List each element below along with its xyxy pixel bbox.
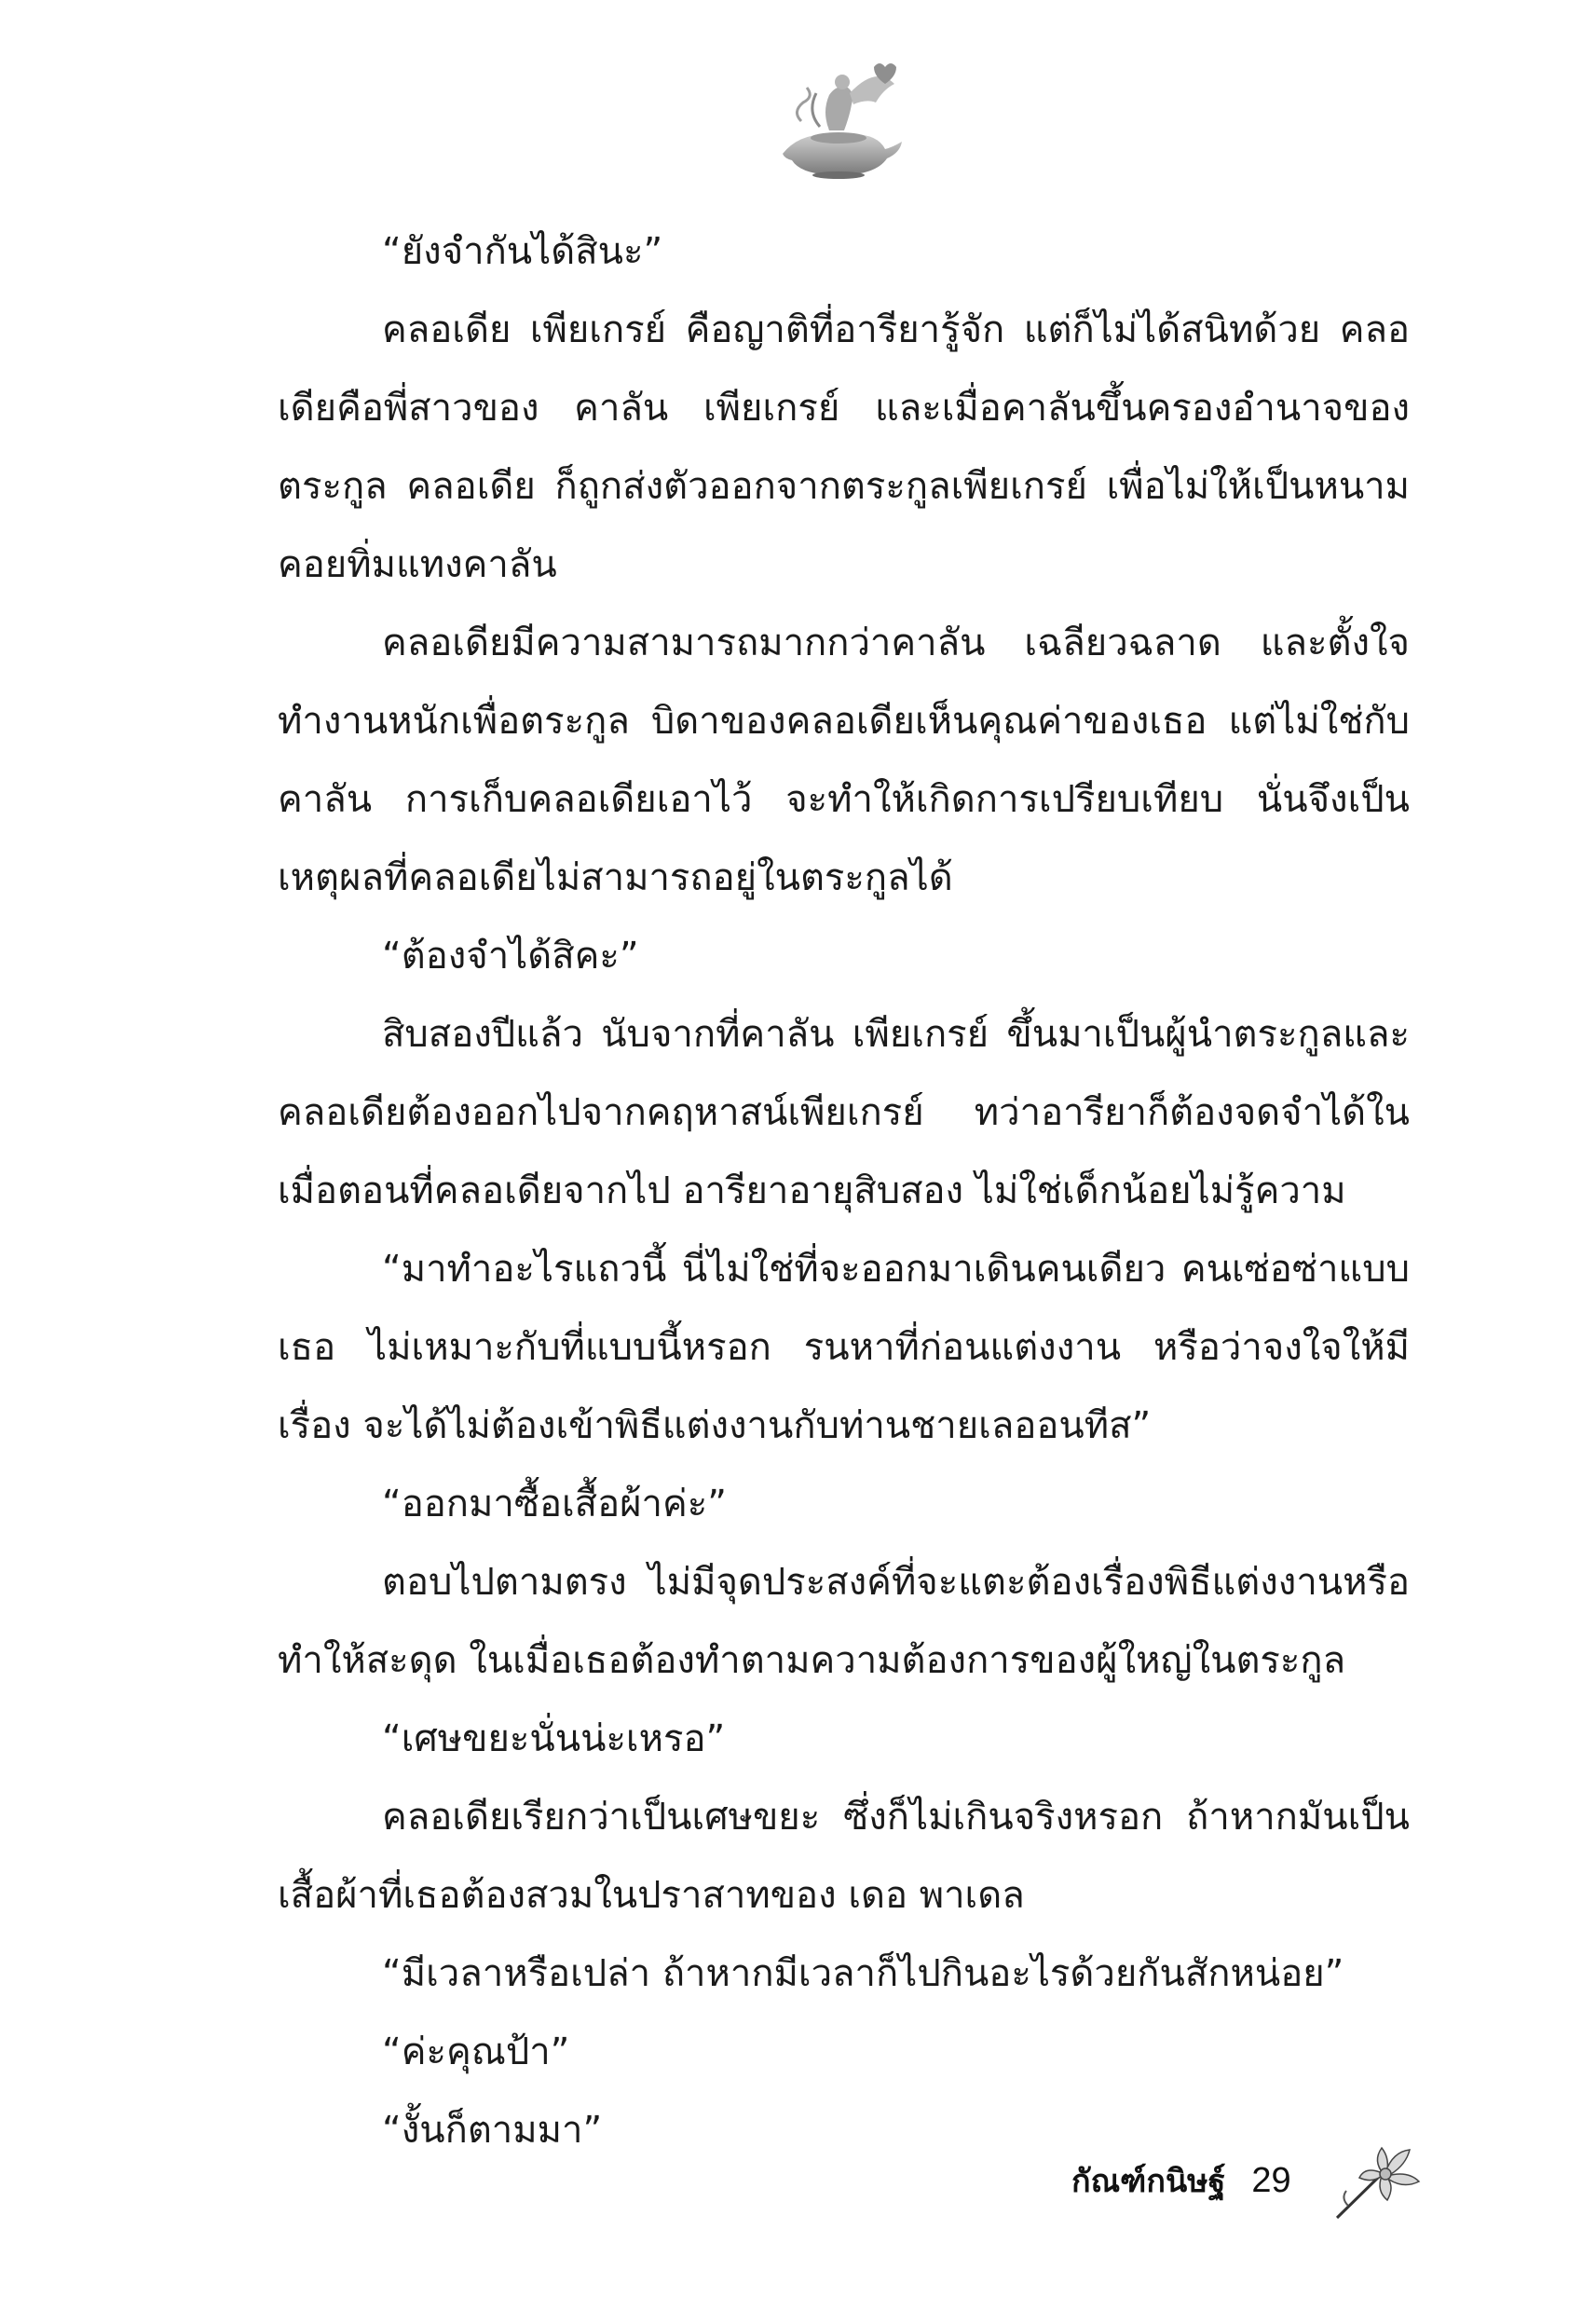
paragraph: คลอเดียมีความสามารถมากกว่าคาลัน เฉลียวฉลาด และตั้งใจทำงานหนักเพื่อตระกูล บิดาของคลอเดียเห็นคุณค่าของเธอ แต่ไม่ใช่กับคาลัน การเก็บคลอเดียเอาไว้ จะทำให้เกิดการเปรียบเทียบ นั่นจึงเป็นเหตุผลที่คลอเดียไม่สามารถอยู่ในตระกูลได้ [278, 622, 1410, 899]
page-number: 29 [1251, 2160, 1291, 2200]
paragraph: คลอเดียเรียกว่าเป็นเศษขยะ ซึ่งก็ไม่เกินจริงหรอก ถ้าหากมันเป็นเสื้อผ้าที่เธอต้องสวมในปราสาทของ เดอ พาเดล [278, 1796, 1410, 1917]
page-footer [1071, 2139, 1444, 2222]
paragraph: คลอเดีย เพียเกรย์ คือญาติที่อารียารู้จัก แต่ก็ไม่ได้สนิทด้วย คลอเดียคือพี่สาวของ คาลัน เพียเกรย์ และเมื่อคาลันขึ้นครองอำนาจของตระกูล คลอเดีย ก็ถูกส่งตัวออกจากตระกูลเพียเกรย์ เพื่อไม่ให้เป็นหนามคอยทิ่มแทงคาลัน [278, 308, 1410, 586]
dialogue-line: “มีเวลาหรือเปล่า ถ้าหากมีเวลาก็ไปกินอะไรด้วยกันสักหน่อย” [382, 1952, 1344, 1995]
flower-sketch-icon [1328, 2129, 1430, 2222]
dialogue-line: “ออกมาซื้อเสื้อผ้าค่ะ” [382, 1483, 727, 1525]
paragraph: สิบสองปีแล้ว นับจากที่คาลัน เพียเกรย์ ขึ้นมาเป็นผู้นำตระกูลและคลอเดียต้องออกไปจากคฤหาสน์เพียเกรย์ ทว่าอารียาก็ต้องจดจำได้ในเมื่อตอนที่คลอเดียจากไป อารียาอายุสิบสอง ไม่ใช่เด็กน้อยไม่รู้ความ [278, 1013, 1410, 1212]
cupid-teapot-icon [764, 56, 913, 186]
dialogue-line: “ยังจำกันได้สินะ” [382, 230, 663, 273]
paragraph: “มาทำอะไรแถวนี้ นี่ไม่ใช่ที่จะออกมาเดินคนเดียว คนเซ่อซ่าแบบเธอ ไม่เหมาะกับที่แบบนี้หรอก รนหาที่ก่อนแต่งงาน หรือว่าจงใจให้มีเรื่อง จะได้ไม่ต้องเข้าพิธีแต่งงานกับท่านชายเลออนทีส” [278, 1248, 1410, 1447]
paragraph: ตอบไปตามตรง ไม่มีจุดประสงค์ที่จะแตะต้องเรื่องพิธีแต่งงานหรือทำให้สะดุด ในเมื่อเธอต้องทำตามความต้องการของผู้ใหญ่ในตระกูล [278, 1561, 1410, 1682]
body-text [278, 212, 1410, 2169]
dialogue-line: “งั้นก็ตามมา” [382, 2109, 603, 2152]
dialogue-line: “เศษขยะนั่นน่ะเหรอ” [382, 1717, 726, 1760]
dialogue-line: “ค่ะคุณป้า” [382, 2031, 570, 2073]
book-title: กัณฑ์กนิษฐ์ [1071, 2163, 1226, 2200]
dialogue-line: “ต้องจำได้สิคะ” [382, 935, 639, 978]
